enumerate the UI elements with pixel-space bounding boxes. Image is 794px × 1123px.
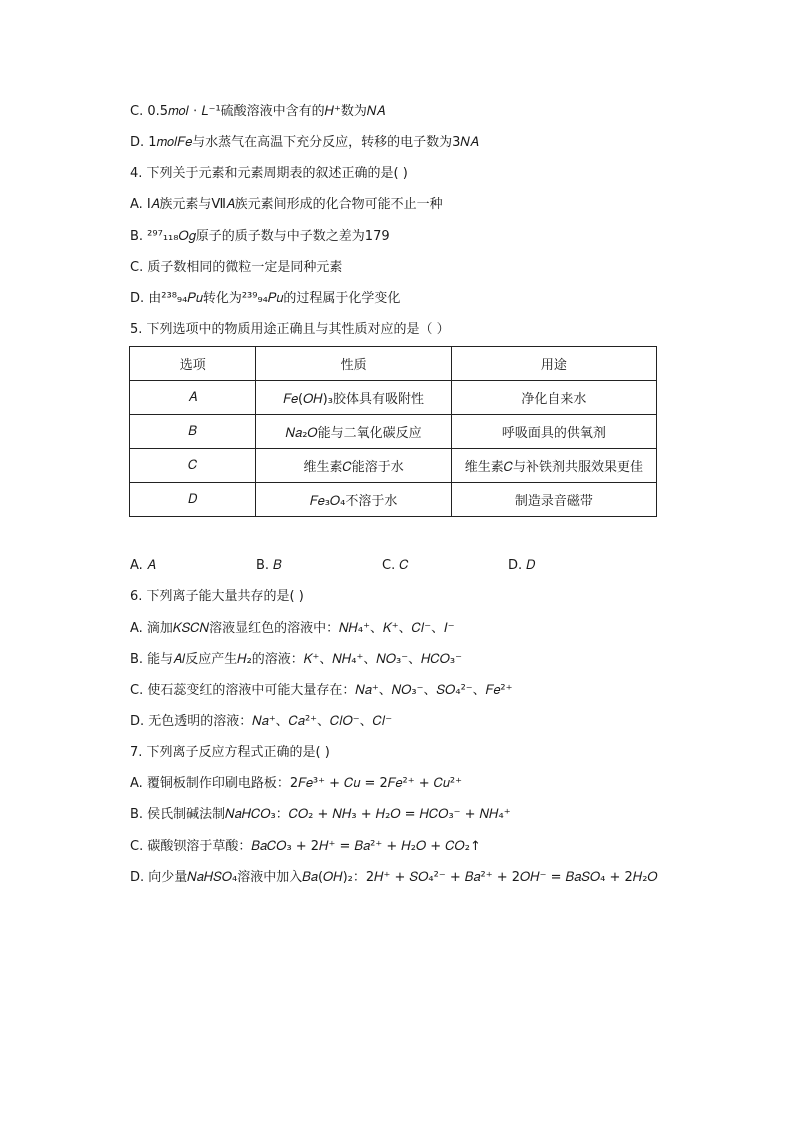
q7-option-a: A. 覆铜板制作印刷电路板：2𝐹𝑒³⁺ + 𝐶𝑢 = 2𝐹𝑒²⁺ + 𝐶𝑢²⁺ [130,776,462,791]
q7-option-c: C. 碳酸钡溶于草酸：𝐵𝑎𝐶𝑂₃ + 2𝐻⁺ = 𝐵𝑎²⁺ + 𝐻₂𝑂 + 𝐶𝑂₂↑ [130,839,481,854]
question-4: 4. 下列关于元素和元素周期表的叙述正确的是( ) [130,166,408,181]
q5-choice-d: D. 𝐷 [508,558,536,573]
table-row [130,449,657,483]
question-7: 7. 下列离子反应方程式正确的是( ) [130,745,330,760]
q4-option-a: A. Ⅰ𝐴族元素与Ⅶ𝐴族元素间形成的化合物可能不止一种 [130,197,443,212]
q4-option-d: D. 由²³⁸₉₄𝑃𝑢转化为²³⁹₉₄𝑃𝑢的过程属于化学变化 [130,291,401,306]
table-cell: 𝐵 [130,415,256,449]
q6-option-b: B. 能与𝐴𝑙反应产生𝐻₂的溶液：𝐾⁺、𝑁𝐻₄⁺、𝑁𝑂₃⁻、𝐻𝐶𝑂₃⁻ [130,652,462,667]
table-cell: 制造录音磁带 [451,483,656,517]
q4-option-c: C. 质子数相同的微粒一定是同种元素 [130,260,343,275]
table-cell: 呼吸面具的供氧剂 [451,415,656,449]
table-cell: 维生素𝐶与补铁剂共服效果更佳 [451,449,656,483]
table-row [130,483,657,517]
q6-option-c: C. 使石蕊变红的溶液中可能大量存在：𝑁𝑎⁺、𝑁𝑂₃⁻、𝑆𝑂₄²⁻、𝐹𝑒²⁺ [130,683,513,698]
q5-choice-b: B. 𝐵 [256,558,282,573]
table-cell: 𝐷 [130,483,256,517]
table-row [130,381,657,415]
q4-option-b: B. ²⁹⁷₁₁₈𝑂𝑔原子的质子数与中子数之差为179 [130,229,390,244]
table-header: 选项 [130,347,256,381]
q6-option-d: D. 无色透明的溶液：𝑁𝑎⁺、𝐶𝑎²⁺、𝐶𝑙𝑂⁻、𝐶𝑙⁻ [130,714,393,729]
table-cell: 𝐶 [130,449,256,483]
table-cell: 𝐹𝑒₃𝑂₄不溶于水 [256,483,451,517]
table-header: 用途 [451,347,656,381]
table-cell: 净化自来水 [451,381,656,415]
q7-option-d: D. 向少量𝑁𝑎𝐻𝑆𝑂₄溶液中加入𝐵𝑎(𝑂𝐻)₂：2𝐻⁺ + 𝑆𝑂₄²⁻ + 𝐵𝑎²⁺ + 2𝑂𝐻⁻ = 𝐵𝑎𝑆𝑂₄ + 2𝐻₂𝑂 [130,870,658,885]
q5-choice-c: C. 𝐶 [382,558,409,573]
question-5: 5. 下列选项中的物质用途正确且与其性质对应的是（ ） [130,322,450,337]
q5-options-table [129,346,657,517]
question-6: 6. 下列离子能大量共存的是( ) [130,589,304,604]
q7-option-b: B. 侯氏制碱法制𝑁𝑎𝐻𝐶𝑂₃：𝐶𝑂₂ + 𝑁𝐻₃ + 𝐻₂𝑂 = 𝐻𝐶𝑂₃⁻ + 𝑁𝐻₄⁺ [130,807,511,822]
table-header: 性质 [256,347,451,381]
table-cell: 维生素𝐶能溶于水 [256,449,451,483]
q3-option-d: D. 1𝑚𝑜𝑙𝐹𝑒与水蒸气在高温下充分反应，转移的电子数为3𝑁𝐴 [130,135,479,150]
q5-choice-a: A. 𝐴 [130,558,156,573]
q6-option-a: A. 滴加𝐾𝑆𝐶𝑁溶液显红色的溶液中：𝑁𝐻₄⁺、𝐾⁺、𝐶𝑙⁻、𝐼⁻ [130,621,455,636]
table-row [130,415,657,449]
table-header-row [130,347,657,381]
table-cell: 𝐴 [130,381,256,415]
table-cell: 𝑁𝑎₂𝑂能与二氧化碳反应 [256,415,451,449]
table-cell: 𝐹𝑒(𝑂𝐻)₃胶体具有吸附性 [256,381,451,415]
q3-option-c: C. 0.5𝑚𝑜𝑙 ⋅ 𝐿⁻¹硫酸溶液中含有的𝐻⁺数为𝑁𝐴 [130,104,386,119]
